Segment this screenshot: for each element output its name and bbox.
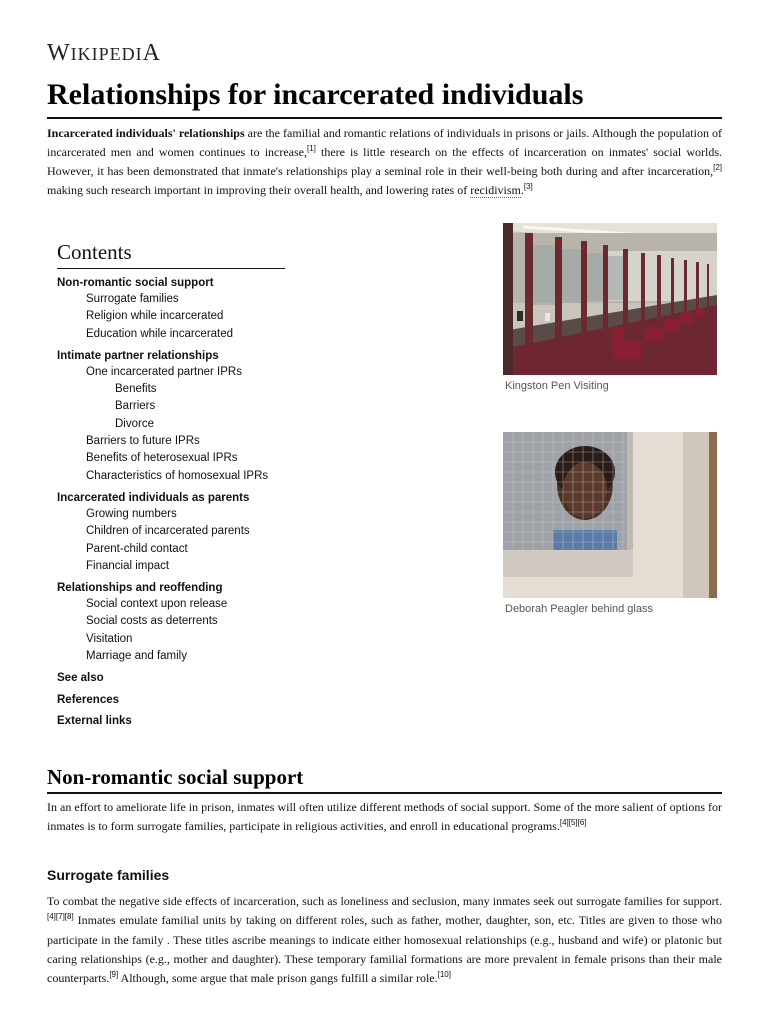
intro-text: are the familial and romantic relations of individuals in prisons or jails. Although the population of incarcerated men and women continues to increase,: [47, 126, 722, 159]
toc-item-social-costs[interactable]: Social costs as deterrents: [86, 615, 218, 628]
citation-ref[interactable]: [4][7][8]: [47, 912, 74, 922]
citation-ref[interactable]: [3]: [523, 182, 533, 191]
toc-item-financial-impact[interactable]: Financial impact: [86, 559, 170, 572]
section-divider: [47, 792, 722, 794]
toc-item-growing-numbers[interactable]: Growing numbers: [86, 507, 177, 520]
toc-item-religion[interactable]: Religion while incarcerated: [86, 310, 224, 323]
toc-item-see-also[interactable]: See also: [57, 672, 104, 685]
toc-item-parent-child-contact[interactable]: Parent-child contact: [86, 542, 188, 555]
toc-item-reoffending[interactable]: Relationships and reoffending: [57, 582, 223, 595]
toc-item-homosexual-iprs[interactable]: Characteristics of homosexual IPRs: [86, 469, 269, 482]
toc-item-references[interactable]: References: [57, 693, 120, 706]
toc-item-children[interactable]: Children of incarcerated parents: [86, 525, 250, 538]
toc-item-surrogate-families[interactable]: Surrogate families: [86, 293, 179, 305]
intro-text: making such research important in improving their overall health, and lowering rates of: [47, 183, 471, 197]
citation-ref[interactable]: [10]: [437, 970, 451, 980]
toc-title: Contents: [57, 240, 285, 269]
citation-ref[interactable]: [4][5][6]: [559, 818, 587, 827]
toc-item-marriage[interactable]: Marriage and family: [86, 650, 187, 663]
visiting-room-image[interactable]: [503, 223, 717, 375]
intro-bold-lead: Incarcerated individuals' relationships: [47, 126, 245, 140]
intro-paragraph: [47, 124, 722, 200]
toc-item-intimate-partner-relationships[interactable]: Intimate partner relationships: [57, 349, 219, 362]
title-divider: [47, 117, 722, 119]
toc-item-education[interactable]: Education while incarcerated: [86, 327, 234, 340]
toc-item-visitation[interactable]: Visitation: [86, 632, 133, 645]
section-paragraph: [47, 798, 722, 836]
figure-kingston-pen: [503, 223, 717, 392]
toc-group: [57, 275, 357, 343]
toc-item-benefits[interactable]: Benefits: [115, 383, 157, 396]
figure-caption: Kingston Pen Visiting: [505, 380, 609, 392]
subsection-text: Inmates emulate familial units by taking on different roles, such as father, mother, daughter, son, etc. Titles are given to those who participate in the family . These titles ascribe meanings to indicate either homosexual relationships (e.g., husband and wife) or platonic but caring relationships (e.g., mother and daughter). These temporary familial formations are more prevalent in female prisons than their male counterparts.: [47, 913, 722, 986]
citation-ref[interactable]: [9]: [109, 970, 119, 980]
portrait-behind-glass-image[interactable]: [503, 432, 717, 598]
toc-item-social-context[interactable]: Social context upon release: [86, 598, 228, 611]
wordmark-letter: A: [142, 40, 161, 66]
figure-caption: Deborah Peagler behind glass: [505, 603, 653, 615]
intro-text: .: [520, 183, 524, 197]
toc-item-divorce[interactable]: Divorce: [115, 417, 154, 430]
toc-item-barriers[interactable]: Barriers: [115, 400, 156, 413]
wikipedia-wordmark[interactable]: [47, 40, 161, 67]
subsection-text: Although, some argue that male prison gangs fulfill a similar role.: [118, 971, 438, 986]
toc-group: [57, 580, 357, 665]
wordmark-letter: W: [47, 40, 71, 66]
citation-ref[interactable]: [1]: [307, 144, 316, 153]
intro-text: there is little research on the effects of incarceration on inmates' social worlds. However, it has been demonstrated that inmate's relationships play a seminal role in their well-being both during and after incarceration,: [47, 145, 722, 178]
section-text: In an effort to ameliorate life in prison, inmates will often utilize different methods of social support. Some of the more salient of options for inmates is to form surrogate families, participate in religious activities, and enroll in educational programs.: [47, 800, 722, 833]
wordmark-smallcaps: IKIPEDI: [70, 44, 143, 64]
toc-group: [57, 490, 357, 575]
toc-item-external-links[interactable]: External links: [57, 715, 132, 728]
toc-item-heterosexual-iprs[interactable]: Benefits of heterosexual IPRs: [86, 452, 238, 465]
subsection-heading-surrogate-families: Surrogate families: [47, 867, 170, 883]
toc-group: [57, 348, 357, 485]
table-of-contents: [57, 240, 357, 735]
subsection-paragraph: [47, 892, 722, 988]
toc-item-one-incarcerated-partner[interactable]: One incarcerated partner IPRs: [86, 365, 242, 378]
section-heading-non-romantic: Non-romantic social support: [47, 765, 304, 789]
toc-item-barriers-future[interactable]: Barriers to future IPRs: [86, 435, 200, 448]
page-title: Relationships for incarcerated individuals: [47, 78, 584, 111]
toc-item-parents[interactable]: Incarcerated individuals as parents: [57, 491, 250, 504]
toc-item-non-romantic-social-support[interactable]: Non-romantic social support: [57, 277, 214, 289]
recidivism-link[interactable]: recidivism: [470, 183, 521, 197]
subsection-text: To combat the negative side effects of incarceration, such as loneliness and seclusion, many inmates seek out surrogate families for support.: [47, 894, 722, 908]
citation-ref[interactable]: [2]: [713, 163, 722, 172]
figure-deborah-peagler: [503, 432, 717, 615]
